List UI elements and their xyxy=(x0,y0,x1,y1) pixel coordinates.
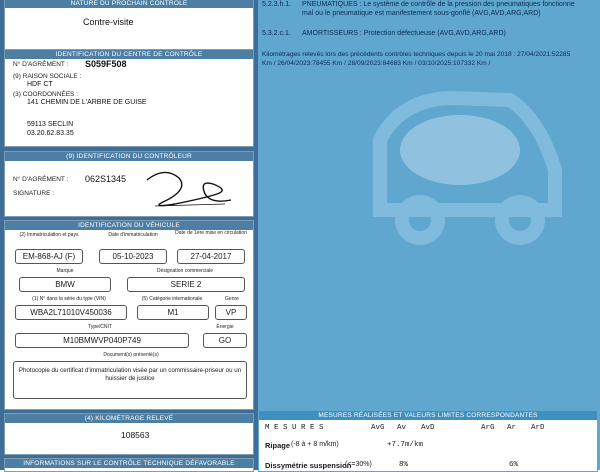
col-avd: AvD xyxy=(421,424,435,432)
section-header: IDENTIFICATION DU VÉHICULE xyxy=(5,221,253,230)
measures-column-header: M E S U R E S xyxy=(265,424,324,432)
type-caption: Type/CNIT xyxy=(88,324,112,330)
genre-field: VP xyxy=(215,305,247,320)
brand-field: BMW xyxy=(19,277,111,292)
center-approval-number: S059F508 xyxy=(85,59,127,69)
registration-date-field: 05-10-2023 xyxy=(99,249,167,264)
suspension-label: Dissymétrie suspension xyxy=(265,461,352,470)
registration-date-caption: Date d'immatriculation xyxy=(108,232,158,238)
signature-label: SIGNATURE : xyxy=(13,190,55,197)
first-circulation-caption: Date de 1ère mise en circulation xyxy=(175,230,247,236)
defect-1-code: 5.2.3.h.1. xyxy=(262,1,292,8)
col-arg: ArG xyxy=(481,424,495,432)
energy-caption: Énergie xyxy=(216,324,234,330)
watermark-car-icon xyxy=(340,60,570,260)
model-field: SERIE 2 xyxy=(127,277,245,292)
signature-image xyxy=(135,164,235,212)
address-line-1: 141 CHEMIN DE L'ARBRE DE GUISE xyxy=(27,99,147,106)
category-field: M1 xyxy=(137,305,209,320)
ripage-label: Ripage xyxy=(265,441,291,450)
section-header: (4) KILOMÉTRAGE RELEVÉ xyxy=(5,414,253,423)
coordinates-label: (3) COORDONNÉES : xyxy=(13,91,79,98)
defect-2-code: 5.3.2.c.1. xyxy=(262,30,291,37)
suspension-front-value: 8% xyxy=(399,461,409,469)
mileage-value: 108563 xyxy=(121,430,150,440)
documents-box xyxy=(13,361,247,399)
section-header: INFORMATIONS SUR LE CONTRÔLE TECHNIQUE DÉFAVORABLE xyxy=(5,459,253,468)
measurements-section xyxy=(258,410,598,472)
vin-field: WBA2L71010V450036 xyxy=(15,305,127,320)
model-caption: Désignation commerciale xyxy=(156,268,214,274)
company-name-label: (9) RAISON SOCIALE : xyxy=(13,73,82,80)
documents-text: Photocopie du certificat d'immatriculation visée par un commissaire-priseur ou un huissier de justice xyxy=(18,367,242,382)
defect-1-text: PNEUMATIQUES : Le système de contrôle de la pression des pneumatiques fonctionne mal ou le pneumatique est manifestement sous-gonflé (AVG,AVD,ARG,ARD) xyxy=(302,1,575,17)
center-approval-label: N° D'AGRÉMENT : xyxy=(13,61,69,68)
address-line-2: 59113 SECLIN xyxy=(27,121,74,128)
col-ard: ArD xyxy=(531,424,545,432)
section-header: NATURE DU PROCHAIN CONTRÔLE xyxy=(5,0,253,8)
mileage-history: Kilométrages relevés lors des précédents contrôles techniques depuis le 20 mai 2018 : 27/04/2021:52285 Km / 26/04/2023:78455 Km / 28/09/2023:84683 Km / 03/10/2025:107332 Km / xyxy=(262,51,571,67)
ripage-range: (-8 à + 8 m/km) xyxy=(291,441,339,448)
col-ar: Ar xyxy=(507,424,517,432)
defect-2-text: AMORTISSEURS : Protection défectueuse (AVG,AVD,ARG,ARD) xyxy=(302,30,506,37)
documents-caption: Document(s) présenté(s) xyxy=(103,352,159,358)
col-avg: AvG xyxy=(371,424,385,432)
inspector-section xyxy=(4,151,254,217)
suspension-rear-value: 6% xyxy=(509,461,519,469)
brand-caption: Marque xyxy=(56,268,74,274)
ripage-value: +7.7m/km xyxy=(387,441,424,449)
next-inspection-section xyxy=(4,0,254,50)
suspension-range: (<=30%) xyxy=(345,461,372,468)
inspector-approval-number: 062S1345 xyxy=(85,174,127,184)
section-header: IDENTIFICATION DU CENTRE DE CONTRÔLE xyxy=(5,50,253,59)
col-av: Av xyxy=(397,424,407,432)
registration-caption: (2) Immatriculation et pays xyxy=(19,232,79,238)
category-caption: (5) Catégorie internationale xyxy=(141,296,203,302)
next-inspection-value: Contre-visite xyxy=(83,17,134,27)
section-header: (9) IDENTIFICATION DU CONTRÔLEUR xyxy=(5,152,253,161)
mileage-section xyxy=(4,413,254,455)
energy-field: GO xyxy=(203,333,247,348)
genre-caption: Genre xyxy=(225,296,239,302)
type-cnit-field: M10BMWVP040P749 xyxy=(15,333,189,348)
registration-field: EM-868-AJ (F) xyxy=(15,249,83,264)
company-name: HDF CT xyxy=(27,81,53,88)
inspector-approval-label: N° D'AGRÉMENT : xyxy=(13,176,69,183)
vin-caption: (1) N° dans la série du type (VIN) xyxy=(32,296,106,302)
first-circulation-field: 27-04-2017 xyxy=(177,249,245,264)
vehicle-section xyxy=(4,220,254,410)
section-header: MESURES RÉALISÉES ET VALEURS LIMITES CORRESPONDANTES xyxy=(259,411,597,420)
control-center-section xyxy=(4,49,254,147)
phone-number: 03.20.62.83.35 xyxy=(27,130,74,137)
